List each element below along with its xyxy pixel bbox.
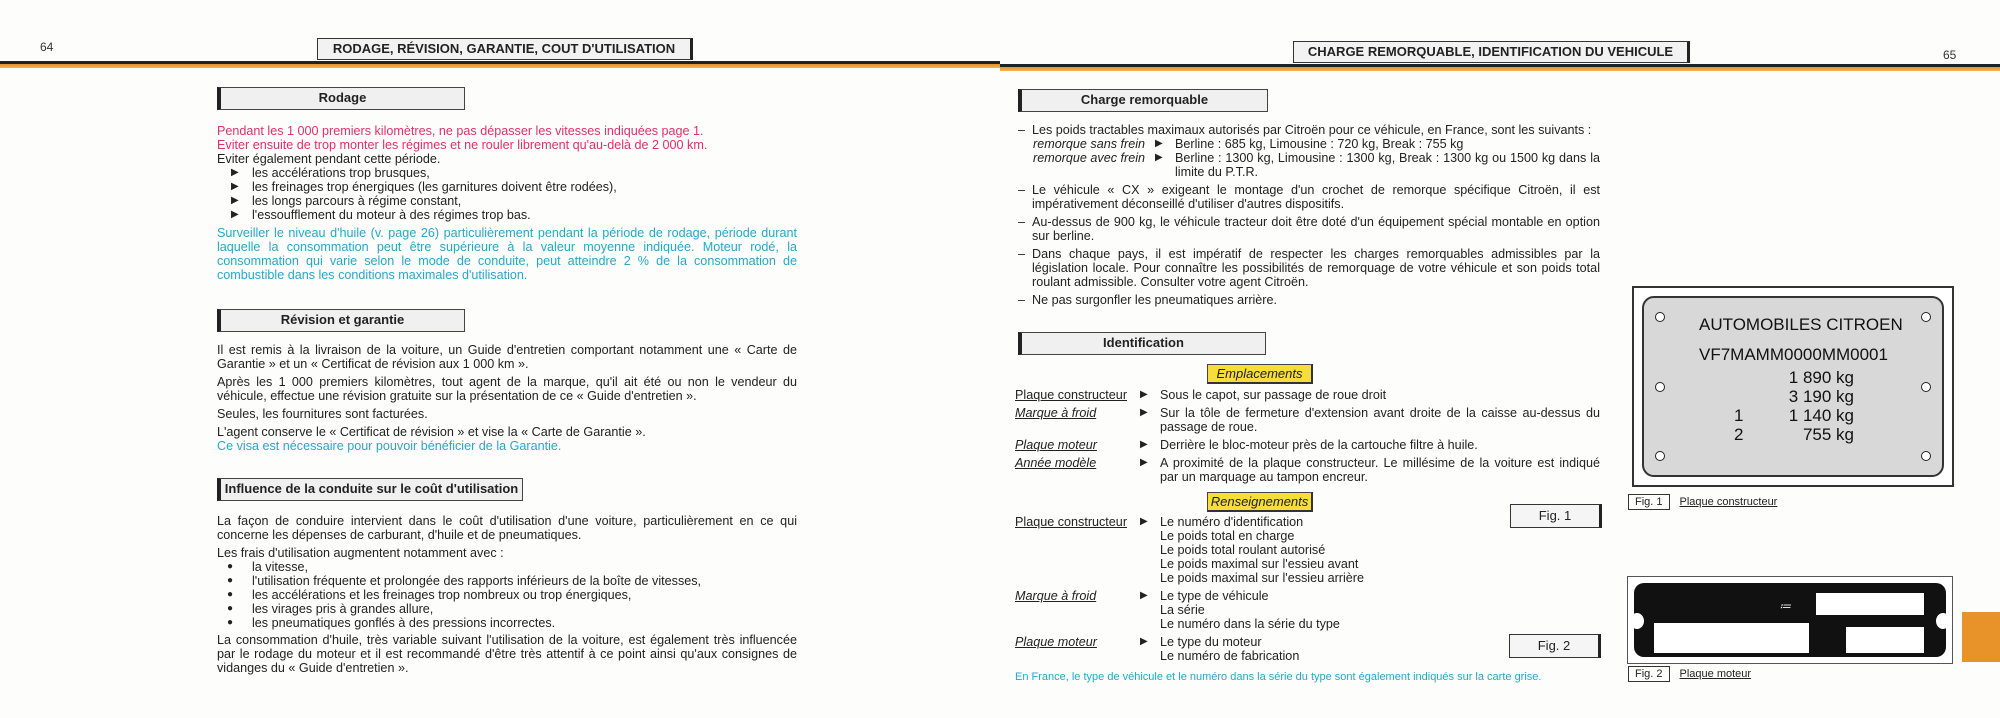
arrow-right-icon: ▶ [1155,138,1163,149]
rivet-hole-icon [1655,382,1665,392]
axle-number [1734,368,1774,387]
section-title-influence: Influence de la conduite sur le coût d'utilisation [217,478,523,501]
revision-section [217,343,797,453]
fig1-marker: Fig. 1 [1510,504,1602,528]
list-item: – Au-dessus de 900 kg, le véhicule tracteur doit être doté d'un équipement spécial montable en option sur berline. [1018,215,1600,243]
row-text: Sous le capot, sur passage de roue droit [1160,388,1387,402]
section-title-charge: Charge remorquable [1018,89,1268,112]
rivet-hole-icon [1921,312,1931,322]
paragraph: Les frais d'utilisation augmentent notamment avec : [217,546,504,560]
list-item: ▶ les accélérations trop brusques, [217,166,797,180]
paragraph: L'agent conserve le « Certificat de révision » et vise la « Carte de Garantie ». [217,425,646,439]
charge-row-label: remorque avec frein [1033,151,1145,165]
info-line: La série [1160,603,1205,617]
header-rule-orange [0,64,1000,68]
charge-row-label: remorque sans frein [1033,137,1145,151]
weight-value: 755 kg [1802,425,1854,444]
rivet-hole-icon [1921,382,1931,392]
row-text: Sur la tôle de fermeture d'extension avant droite de la caisse au-dessus du passage de roue. [1160,406,1600,434]
rodage-note: Surveiller le niveau d'huile (v. page 26) particulièrement pendant la période de rodage, période durant laquelle la consommation peut être supérieure à la valeur moyenne indiquée. Moteur rodé, la consommation qui varie selon le mode de conduite, peut atteindre 2 % de la consommation de combustible dans les conditions maximales d'utilisation. [217,226,797,282]
row-label: Plaque constructeur [1015,515,1128,529]
info-line: Le type du moteur [1160,635,1262,649]
list-item: ● les virages pris à grandes allure, [217,602,797,616]
fig1-caption [1628,494,1777,510]
caption-text: Plaque moteur [1679,668,1752,680]
list-item: – Dans chaque pays, il est impératif de respecter les charges remorquables admissibles par la législation locale. Pour connaître les possibilités de remorquage de votre véhicule et son poids total roulant admissible. Consulter votre agent Citroën. [1018,247,1600,289]
arrow-right-icon: ▶ [1140,389,1148,400]
info-line: Le poids total en charge [1160,529,1295,543]
fig2-caption [1628,666,1751,682]
rodage-section [217,124,797,286]
charge-row-text: Berline : 1300 kg, Limousine : 1300 kg, Break : 1300 kg ou 1500 kg dans la limite du P.T.R. [1175,151,1600,179]
plate-weights [1734,368,1854,444]
plate-blank-field [1846,627,1924,653]
charge-row-text: Berline : 685 kg, Limousine : 720 kg, Break : 755 kg [1175,137,1464,151]
section-title-revision: Révision et garantie [217,309,465,332]
info-line: Le poids maximal sur l'essieu avant [1160,557,1359,571]
list-item: ▶ les freinages trop énergiques (les garnitures doivent être rodées), [217,180,797,194]
row-label: Plaque constructeur [1015,388,1128,402]
charge-intro: – Les poids tractables maximaux autorisés par Citroën pour ce véhicule, en France, sont les suivants : [1018,123,1600,137]
arrow-right-icon: ▶ [1140,407,1148,418]
arrow-right-icon: ▶ [1140,590,1148,601]
list-item: ▶ les longs parcours à régime constant, [217,194,797,208]
footnote: En France, le type de véhicule et le numéro dans la série du type sont également indiqués sur la carte grise. [1015,671,1542,683]
list-item: ● l'utilisation fréquente et prolongée des rapports inférieurs de la boîte de vitesses, [217,574,797,588]
paragraph: La consommation d'huile, très variable suivant l'utilisation de la voiture, est également très influencée par le rodage du moteur et il est recommandé d'être très attentif à ce point ainsi qu'aux consignes de vidanges du « Guide d'entretien ». [217,633,797,675]
section-title-rodage: Rodage [217,87,465,110]
row-label: Marque à froid [1015,589,1097,603]
weight-value: 1 140 kg [1788,406,1854,425]
list-item: ● les pneumatiques gonflés à des pressions incorrectes. [217,616,797,630]
rodage-warning-1: Pendant les 1 000 premiers kilomètres, ne pas dépasser les vitesses indiquées page 1. [217,124,704,138]
paragraph: Après les 1 000 premiers kilomètres, tout agent de la marque, qu'il ait été ou non le vendeur du véhicule, effectue une révision gratuite sur la présentation de ce « Guide d'entretien ». [217,375,797,403]
rivet-hole-icon [1921,451,1931,461]
mounting-notch-icon [1936,613,1950,629]
axle-number [1734,387,1774,406]
plate-blank-field [1816,593,1924,615]
page-number-right: 65 [1943,48,1957,62]
info-line: Le numéro d'identification [1160,515,1304,529]
orange-chapter-tab [1962,612,2000,662]
renseignements-label: Renseignements [1207,492,1313,512]
header-rule-orange [1000,67,2000,71]
row-text: Derrière le bloc-moteur près de la cartouche filtre à huile. [1160,438,1478,452]
rodage-intro: Eviter également pendant cette période. [217,152,441,166]
list-item: – Le véhicule « CX » exigeant le montage d'un crochet de remorque spécifique Citroën, il est impérativement déconseillé d'utiliser d'autres dispositifs. [1018,183,1600,211]
arrow-right-icon: ▶ [1140,516,1148,527]
page-number-left: 64 [40,40,54,54]
arrow-right-icon: ▶ [1140,439,1148,450]
weight-value: 3 190 kg [1788,387,1854,406]
row-label: Plaque moteur [1015,635,1097,649]
double-chevron-logo-icon: ≔ [1779,599,1791,613]
info-line: Le type de véhicule [1160,589,1269,603]
manufacturer-plate-figure [1632,286,1954,487]
info-line: Le numéro dans la série du type [1160,617,1340,631]
row-label: Année modèle [1015,456,1097,470]
row-label: Plaque moteur [1015,438,1097,452]
info-line: Le numéro de fabrication [1160,649,1300,663]
charge-section [1018,123,1600,311]
influence-section [217,514,797,679]
list-item: – Ne pas surgonfler les pneumatiques arrière. [1018,293,1600,307]
section-title-identification: Identification [1018,332,1266,355]
arrow-right-icon: ▶ [1155,152,1163,163]
caption-text: Plaque constructeur [1679,496,1778,508]
list-item: ● la vitesse, [217,560,797,574]
rodage-warning-2: Eviter ensuite de trop monter les régimes et ne rouler librement qu'au-delà de 2 000 km. [217,138,708,152]
axle-number: 2 [1734,425,1744,444]
info-line: Le poids total roulant autorisé [1160,543,1326,557]
list-item: ● les accélérations et les freinages trop nombreux ou trop énergiques, [217,588,797,602]
row-text: A proximité de la plaque constructeur. Le millésime de la voiture est indiqué par un marquage au tampon encreur. [1160,456,1600,484]
fig-label: Fig. 2 [1628,666,1670,682]
weight-value: 1 890 kg [1788,368,1854,387]
emplacements-label: Emplacements [1207,364,1313,384]
plate-blank-field [1654,623,1809,653]
paragraph: La façon de conduire intervient dans le coût d'utilisation d'une voiture, particulièrement en ce qui concerne les dépenses de carburant, d'huile et de pneumatiques. [217,514,797,542]
left-page-header: RODAGE, RÉVISION, GARANTIE, COUT D'UTILISATION [317,38,693,60]
plate-vin: VF7MAMM0000MM0001 [1699,345,1888,364]
axle-number: 1 [1734,406,1744,425]
mounting-notch-icon [1630,613,1644,629]
renseignements-list [1015,515,1435,667]
rivet-hole-icon [1655,451,1665,461]
arrow-right-icon: ▶ [1140,457,1148,468]
arrow-right-icon: ▶ [1140,636,1148,647]
paragraph: Il est remis à la livraison de la voiture, un Guide d'entretien comportant notamment une « Carte de Garantie » et un « Certificat de révision aux 1 000 km ». [217,343,797,371]
engine-plate-figure [1627,576,1953,664]
plate-brand: AUTOMOBILES CITROEN [1699,315,1903,334]
rivet-hole-icon [1655,312,1665,322]
info-line: Le poids maximal sur l'essieu arrière [1160,571,1364,585]
fig-label: Fig. 1 [1628,494,1670,510]
emplacements-list [1015,388,1600,488]
fig2-marker: Fig. 2 [1509,634,1601,658]
list-item: ▶ l'essoufflement du moteur à des régimes trop bas. [217,208,797,222]
paragraph: Seules, les fournitures sont facturées. [217,407,428,421]
row-label: Marque à froid [1015,406,1097,420]
revision-note: Ce visa est nécessaire pour pouvoir bénéficier de la Garantie. [217,439,562,453]
right-page-header: CHARGE REMORQUABLE, IDENTIFICATION DU VEHICULE [1293,41,1690,63]
